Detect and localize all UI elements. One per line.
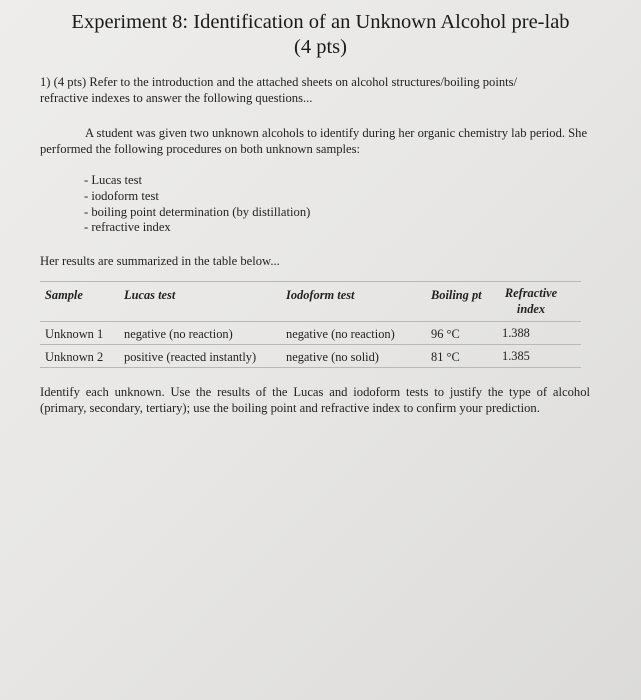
- table-rule: [40, 281, 581, 282]
- table-cell-boiling: 81 °C: [431, 350, 460, 364]
- intro-paragraph: [40, 125, 600, 157]
- table-cell-lucas: positive (reacted instantly): [124, 350, 257, 364]
- header-refractive-index: [499, 285, 563, 317]
- table-cell-refractive: 1.388: [502, 326, 530, 340]
- question-line: 1) (4 pts) Refer to the introduction and the attached sheets on alcohol structures/boiling points/: [40, 75, 518, 89]
- table-cell-iodoform: negative (no reaction): [286, 327, 395, 341]
- procedure-list: [84, 173, 310, 236]
- table-rule: [40, 344, 581, 345]
- header-iodoform: Iodoform test: [286, 288, 355, 302]
- final-line: alcohol (primary, secondary, tertiary); use the boiling point and refractive index to confirm your: [40, 385, 590, 415]
- table-rule: [40, 367, 581, 368]
- intro-line: A student was given two unknown alcohols to identify during her organic chemistry lab: [85, 126, 527, 140]
- final-line: prediction.: [485, 401, 540, 415]
- header-sample: Sample: [45, 288, 83, 302]
- header-boiling-point: Boiling pt: [431, 288, 482, 302]
- question-text: [40, 74, 595, 106]
- procedure-item: - boiling point determination (by distillation): [84, 204, 311, 219]
- table-cell-iodoform: negative (no solid): [286, 350, 379, 364]
- header-refractive-line: index: [516, 302, 546, 316]
- final-instructions: [40, 384, 590, 416]
- procedure-item: - Lucas test: [84, 173, 143, 187]
- procedure-item: - iodoform test: [84, 188, 159, 203]
- table-cell-lucas: negative (no reaction): [124, 327, 233, 341]
- procedure-item: - refractive index: [84, 220, 171, 235]
- header-refractive-line: Refractive: [504, 286, 558, 300]
- final-line: Identify each unknown. Use the results of the Lucas and iodoform tests to justify the type of: [40, 385, 548, 399]
- table-cell-sample: Unknown 1: [45, 327, 104, 341]
- summary-text: Her results are summarized in the table below...: [40, 254, 280, 268]
- table-cell-boiling: 96 °C: [431, 327, 460, 341]
- results-table: [40, 281, 581, 367]
- intro-line: period. She performed the following procedures on both unknown samples:: [40, 126, 588, 156]
- table-cell-sample: Unknown 2: [45, 350, 104, 364]
- page-title-points: (4 pts): [294, 36, 347, 58]
- page-title: Experiment 8: Identification of an Unknown Alcohol pre-lab: [71, 11, 570, 33]
- question-line: refractive indexes to answer the following questions...: [40, 91, 313, 105]
- table-cell-refractive: 1.385: [502, 349, 530, 363]
- table-rule: [40, 321, 581, 322]
- header-lucas: Lucas test: [124, 288, 176, 302]
